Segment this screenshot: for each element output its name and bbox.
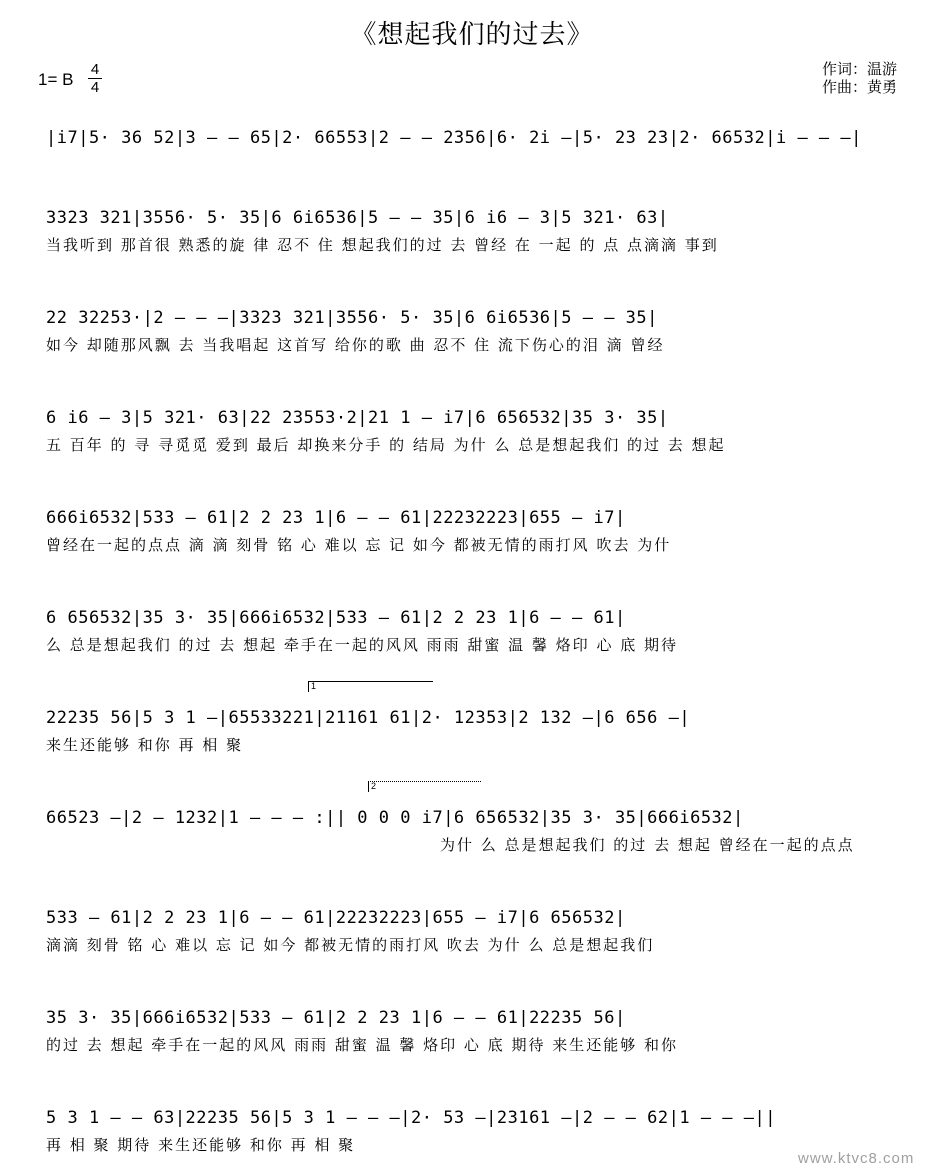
lyrics-row-5: 曾经在一起的点点 滴 滴 刻骨 铭 心 难以 忘 记 如今 都被无情的雨打风 吹去 为什 <box>46 536 672 554</box>
notation-row-2: 3323 321|3556· 5· 35|6 6i6536|5 — — 35|6 i6 — 3|5 321· 63| <box>46 208 669 228</box>
notation-row-3: 22 32253·|2 — — —|3323 321|3556· 5· 35|6 6i6536|5 — — 35| <box>46 308 658 328</box>
first-ending-label: 1 <box>311 681 317 691</box>
song-title: 《想起我们的过去》 <box>350 20 594 50</box>
first-ending-bracket <box>308 681 433 692</box>
notation-row-4: 6 i6 — 3|5 321· 63|22 23553·2|21 1 — i7|6 656532|35 3· 35| <box>46 408 669 428</box>
lyrics-row-9: 滴滴 刻骨 铭 心 难以 忘 记 如今 都被无情的雨打风 吹去 为什 么 总是想起我们 <box>46 936 655 954</box>
second-ending-bracket <box>368 781 481 792</box>
notation-row-1: |i7|5· 36 52|3 — — 65|2· 66553|2 — — 2356|6· 2i —|5· 23 23|2· 66532|i — — —| <box>46 128 862 148</box>
lyrics-row-10: 的过 去 想起 牵手在一起的风风 雨雨 甜蜜 温 馨 烙印 心 底 期待 来生还能够 和你 <box>46 1036 678 1054</box>
lyrics-row-3: 如今 却随那风飘 去 当我唱起 这首写 给你的歌 曲 忍不 住 流下伤心的泪 滴 曾经 <box>46 336 665 354</box>
notation-row-11: 5 3 1 — — 63|22235 56|5 3 1 — — —|2· 53 —|23161 —|2 — — 62|1 — — —|| <box>46 1108 776 1128</box>
lyrics-row-6: 么 总是想起我们 的过 去 想起 牵手在一起的风风 雨雨 甜蜜 温 馨 烙印 心 底 期待 <box>46 636 678 654</box>
second-ending-label: 2 <box>371 781 377 791</box>
meter-bottom: 4 <box>90 79 100 96</box>
notation-row-9: 533 — 61|2 2 23 1|6 — — 61|22232223|655 — i7|6 656532| <box>46 908 626 928</box>
notation-row-10: 35 3· 35|666i6532|533 — 61|2 2 23 1|6 — — 61|22235 56| <box>46 1008 626 1028</box>
meter-top: 4 <box>90 61 100 78</box>
lyrics-row-7: 来生还能够 和你 再 相 聚 <box>46 736 244 754</box>
notation-row-5: 666i6532|533 — 61|2 2 23 1|6 — — 61|22232223|655 — i7| <box>46 508 626 528</box>
lyrics-row-8: 为什 么 总是想起我们 的过 去 想起 曾经在一起的点点 <box>440 836 855 854</box>
lyrics-row-2: 当我听到 那首很 熟悉的旋 律 忍不 住 想起我们的过 去 曾经 在 一起 的 点 点滴滴 事到 <box>46 236 719 254</box>
time-signature <box>88 62 102 95</box>
notation-row-7: 22235 56|5 3 1 —|65533221|21161 61|2· 12353|2 132 —|6 656 —| <box>46 708 691 728</box>
lyrics-row-4: 五 百年 的 寻 寻觅觅 爱到 最后 却换来分手 的 结局 为什 么 总是想起我们 的过 去 想起 <box>46 436 726 454</box>
key-signature: 1= B <box>38 70 74 89</box>
site-watermark: www.ktvc8.com <box>798 1150 915 1167</box>
notation-row-6: 6 656532|35 3· 35|666i6532|533 — 61|2 2 23 1|6 — — 61| <box>46 608 626 628</box>
lyricist-credit: 作词：温游 <box>822 60 898 78</box>
lyrics-row-11: 再 相 聚 期待 来生还能够 和你 再 相 聚 <box>46 1136 356 1154</box>
composer-credit: 作曲：黄勇 <box>822 78 898 96</box>
notation-row-8: 66523 —|2 — 1232|1 — — — :|| 0 0 0 i7|6 656532|35 3· 35|666i6532| <box>46 808 744 828</box>
